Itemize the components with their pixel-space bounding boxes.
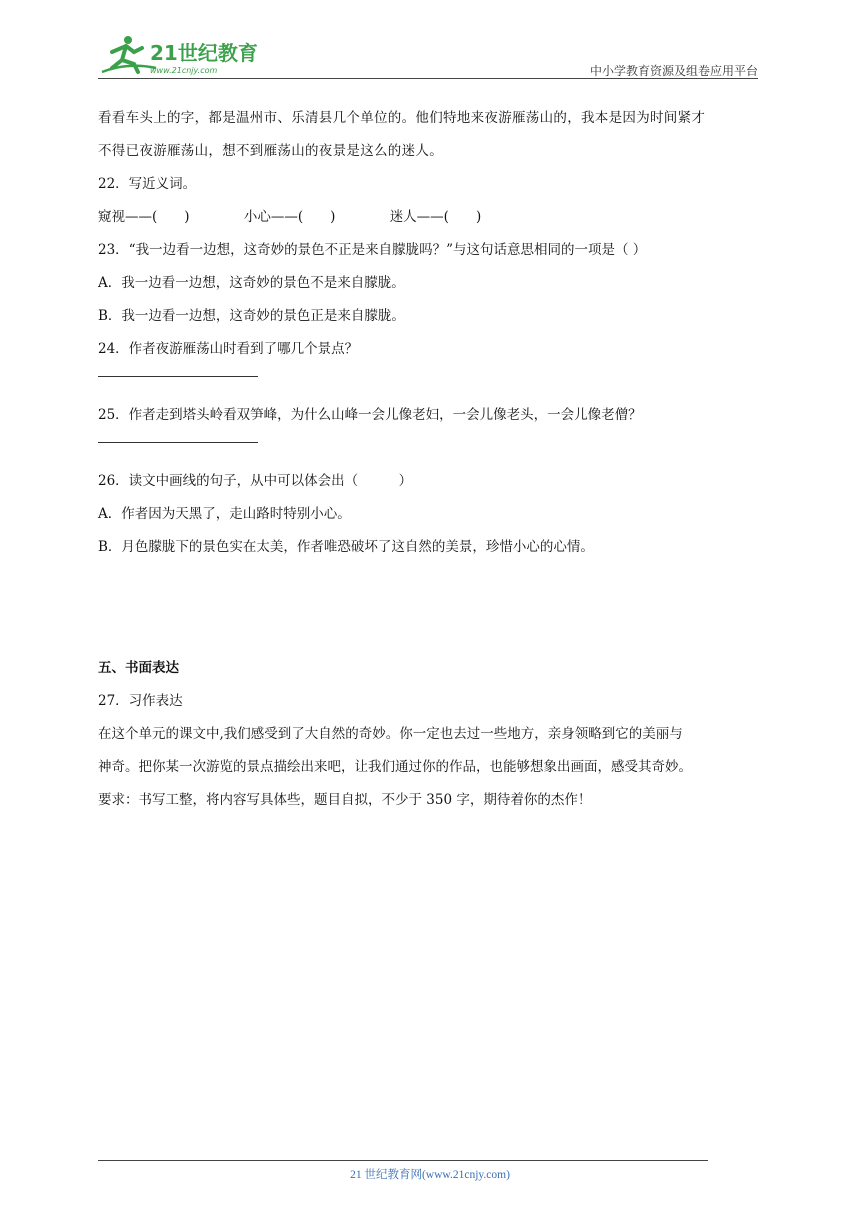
logo: [98, 32, 268, 76]
question-27: 27．习作表达: [98, 693, 183, 709]
logo-url: www.21cnjy.com: [150, 66, 218, 75]
answer-line: [98, 442, 258, 443]
q23-option-b: B．我一边看一边想，这奇妙的景色正是来自朦胧。: [98, 308, 405, 324]
synonym-pair: 小心——( ): [243, 209, 336, 225]
q22-pairs: [98, 201, 770, 234]
q23-option-a: A．我一边看一边想，这奇妙的景色不是来自朦胧。: [98, 275, 405, 291]
essay-prompt-line: 在这个单元的课文中,我们感受到了大自然的奇妙。你一定也去过一些地方，亲身领略到它的美丽与: [98, 726, 683, 742]
header-divider: [98, 78, 758, 79]
synonym-pair: 窥视——( ): [98, 209, 190, 225]
page-header: [98, 30, 758, 80]
footer-divider: [98, 1160, 708, 1161]
essay-requirement: 要求：书写工整，将内容写具体些，题目自拟，不少于 350 字，期待着你的杰作！: [98, 792, 592, 808]
section-title: 五、书面表达: [98, 660, 179, 676]
answer-line: [98, 376, 258, 377]
question-24: 24．作者夜游雁荡山时看到了哪几个景点？: [98, 341, 359, 357]
question-25: 25．作者走到塔头岭看双笋峰，为什么山峰一会儿像老妇，一会儿像老头，一会儿像老僧？: [98, 407, 642, 423]
passage-line: 看看车头上的字，都是温州市、乐清县几个单位的。他们特地来夜游雁荡山的，我本是因为时间紧才: [98, 110, 706, 126]
q26-option-a: A．作者因为天黑了，走山路时特别小心。: [98, 506, 351, 522]
worksheet-content: [98, 102, 770, 817]
question-22: 22．写近义词。: [98, 176, 197, 192]
footer-link[interactable]: 21 世纪教育网(www.21cnjy.com): [350, 1169, 510, 1181]
platform-name: 中小学教育资源及组卷应用平台: [589, 64, 758, 78]
runner-icon: [102, 36, 156, 72]
essay-prompt-line: 神奇。把你某一次游览的景点描绘出来吧，让我们通过你的作品，也能够想象出画面，感受其奇妙。: [98, 759, 692, 775]
logo-title: 21世纪教育: [150, 41, 258, 65]
passage-line: 不得已夜游雁荡山，想不到雁荡山的夜景是这么的迷人。: [98, 143, 443, 159]
q26-option-b: B．月色朦胧下的景色实在太美，作者唯恐破坏了这自然的美景，珍惜小心的心情。: [98, 539, 594, 555]
question-23: 23．“我一边看一边想，这奇妙的景色不正是来自朦胧吗？”与这句话意思相同的一项是（ ）: [98, 242, 647, 258]
synonym-pair: 迷人——( ): [389, 209, 482, 225]
spacer: [98, 564, 770, 652]
question-26: 26．读文中画线的句子，从中可以体会出（ ）: [98, 473, 413, 489]
